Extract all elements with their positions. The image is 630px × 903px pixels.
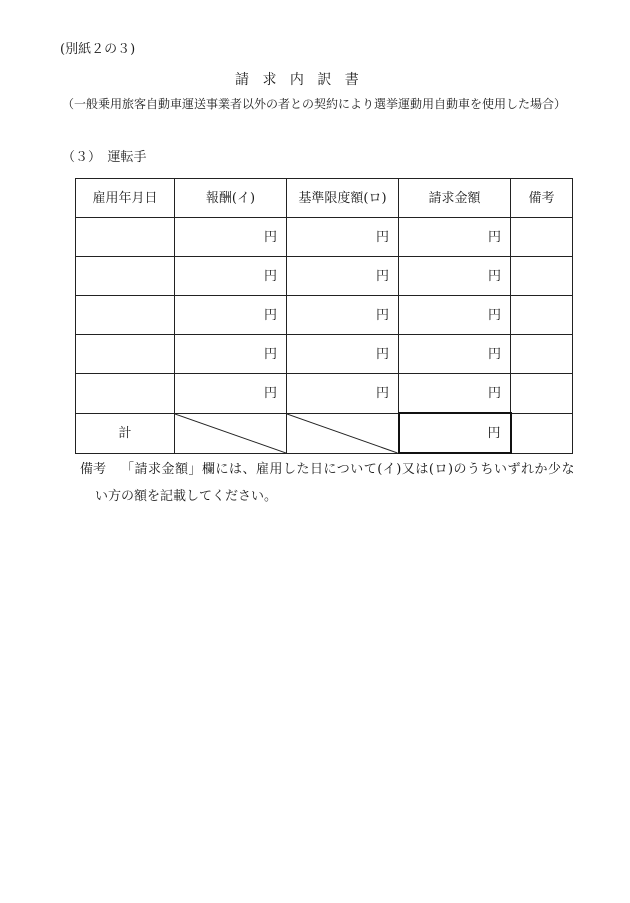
cell-remarks	[511, 335, 573, 374]
cell-remarks	[511, 413, 573, 453]
header-employment-date: 雇用年月日	[76, 179, 175, 218]
cell-reward: 円	[175, 335, 287, 374]
document-title: 請 求 内 訳 書	[235, 72, 359, 88]
total-label: 計	[76, 413, 175, 453]
cell-remarks	[511, 218, 573, 257]
cell-employment-date	[76, 218, 175, 257]
attachment-label: (別紙２の３)	[60, 42, 136, 57]
table-total-row	[76, 413, 573, 453]
diagonal-line	[287, 414, 398, 453]
cell-employment-date	[76, 374, 175, 414]
crossed-out-cell	[287, 413, 399, 453]
cell-employment-date	[76, 335, 175, 374]
total-claim-amount: 円	[399, 413, 511, 453]
note-text-line: い方の額を記載してください。	[95, 489, 278, 504]
cell-claim-amount: 円	[399, 374, 511, 414]
cell-standard-limit: 円	[287, 218, 399, 257]
table-row	[76, 335, 573, 374]
table-row	[76, 374, 573, 414]
cell-remarks	[511, 374, 573, 414]
header-reward: 報酬(イ)	[175, 179, 287, 218]
cell-standard-limit: 円	[287, 374, 399, 414]
cell-reward: 円	[175, 218, 287, 257]
cell-reward: 円	[175, 374, 287, 414]
diagonal-line	[175, 414, 286, 453]
cell-standard-limit: 円	[287, 335, 399, 374]
cell-reward: 円	[175, 257, 287, 296]
header-standard-limit: 基準限度額(ロ)	[287, 179, 399, 218]
cell-claim-amount: 円	[399, 335, 511, 374]
cell-claim-amount: 円	[399, 257, 511, 296]
note-label: 備考	[80, 462, 107, 477]
cell-remarks	[511, 296, 573, 335]
note-text-line: 「請求金額」欄には、雇用した日について(イ)又は(ロ)のうちいずれか少な	[121, 462, 576, 477]
cell-claim-amount: 円	[399, 296, 511, 335]
section-heading: （３） 運転手	[62, 150, 147, 165]
cell-standard-limit: 円	[287, 296, 399, 335]
crossed-out-cell	[175, 413, 287, 453]
cell-reward: 円	[175, 296, 287, 335]
cell-claim-amount: 円	[399, 218, 511, 257]
table-row	[76, 218, 573, 257]
cell-employment-date	[76, 257, 175, 296]
header-claim-amount: 請求金額	[399, 179, 511, 218]
cell-remarks	[511, 257, 573, 296]
document-subtitle: （一般乗用旅客自動車運送事業者以外の者との契約により選挙運動用自動車を使用した場合）	[62, 97, 567, 111]
cell-employment-date	[76, 296, 175, 335]
breakdown-table	[75, 178, 573, 454]
table-row	[76, 257, 573, 296]
header-remarks: 備考	[511, 179, 573, 218]
table-header-row	[76, 179, 573, 218]
cell-standard-limit: 円	[287, 257, 399, 296]
table-row	[76, 296, 573, 335]
